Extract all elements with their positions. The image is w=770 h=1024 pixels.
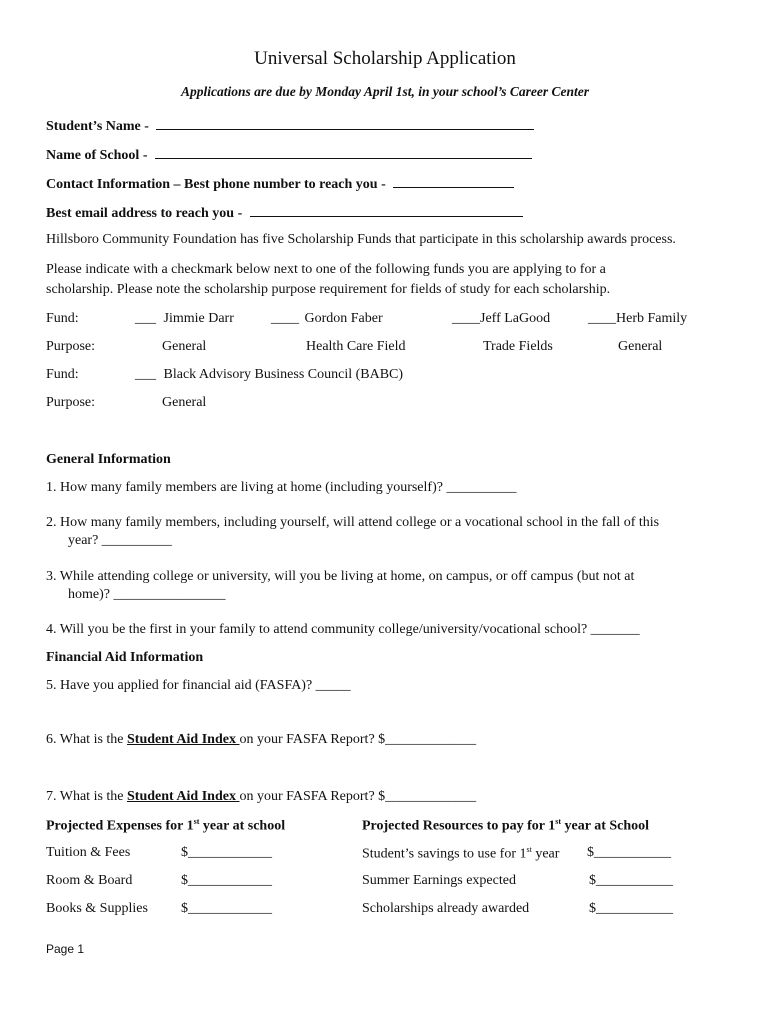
question-7[interactable] (46, 789, 476, 805)
question-2-line-2[interactable]: year? __________ (68, 533, 172, 548)
expense-label-room: Room & Board (46, 873, 133, 888)
resources-heading-text: Projected Resources to pay for 1 (362, 818, 556, 834)
question-3-line-2[interactable]: home)? ________________ (68, 587, 226, 602)
purpose-jeff-lagood: Trade Fields (483, 339, 553, 354)
financial-aid-heading: Financial Aid Information (46, 650, 204, 665)
resource-label-summer: Summer Earnings expected (362, 873, 516, 888)
email-field[interactable] (46, 202, 523, 222)
intro-paragraph-2b: scholarship. Please note the scholarship purpose requirement for fields of study for each scholarship. (46, 282, 611, 297)
fund-jimmie-darr[interactable] (135, 311, 234, 327)
purpose-gordon-faber: Health Care Field (306, 339, 406, 354)
fund-checkbox-blank[interactable]: ___ (135, 311, 156, 326)
general-info-heading: General Information (46, 452, 171, 467)
purpose-babc: General (162, 395, 207, 410)
expense-label-tuition: Tuition & Fees (46, 845, 131, 860)
question-2-line-1: 2. How many family members, including yourself, will attend college or a vocational school in the fall of this (46, 515, 660, 530)
resource-savings-sup: st (526, 845, 532, 854)
school-name-label: Name of School - (46, 148, 148, 163)
fund-name: Gordon Faber (304, 311, 383, 326)
fund-babc[interactable] (135, 367, 403, 383)
expenses-heading-text: Projected Expenses for 1 (46, 818, 194, 834)
question-7-prefix: 7. What is the (46, 789, 128, 804)
expense-blank-room[interactable]: $____________ (181, 873, 272, 888)
student-name-line[interactable] (156, 115, 534, 130)
resource-savings-text-end: year (531, 846, 560, 862)
student-aid-index-term: Student Aid Index (127, 732, 240, 747)
question-4[interactable]: 4. Will you be the first in your family to attend community college/university/vocational school? _______ (46, 622, 640, 637)
purpose-label: Purpose: (46, 395, 95, 410)
resources-heading-text-end: year at School (561, 818, 650, 834)
intro-paragraph-1: Hillsboro Community Foundation has five Scholarship Funds that participate in this scholarship awards process. (46, 232, 676, 247)
fund-jeff-lagood[interactable] (452, 311, 550, 327)
fund-checkbox-blank[interactable]: ____ (588, 311, 616, 326)
student-name-label: Student’s Name - (46, 119, 149, 134)
resource-blank-scholarships[interactable]: $___________ (589, 901, 673, 916)
expenses-heading-sup: st (193, 817, 200, 826)
student-name-field[interactable] (46, 115, 534, 135)
fund-gordon-faber[interactable] (271, 311, 383, 327)
page-title: Universal Scholarship Application (254, 48, 516, 69)
resource-blank-savings[interactable]: $___________ (587, 845, 671, 860)
school-name-field[interactable] (46, 144, 532, 164)
resources-heading-sup: st (555, 817, 562, 826)
resource-blank-summer[interactable]: $___________ (589, 873, 673, 888)
purpose-jimmie-darr: General (162, 339, 207, 354)
student-aid-index-term: Student Aid Index (127, 789, 240, 804)
fund-name: Jeff LaGood (480, 311, 551, 326)
school-name-line[interactable] (155, 144, 532, 159)
intro-paragraph-2a: Please indicate with a checkmark below next to one of the following funds you are applying to for a (46, 262, 606, 277)
resource-label-scholarships: Scholarships already awarded (362, 901, 530, 916)
page-number: Page 1 (46, 942, 85, 956)
question-5[interactable]: 5. Have you applied for financial aid (FASFA)? _____ (46, 678, 351, 693)
fund-checkbox-blank[interactable]: ____ (452, 311, 480, 326)
phone-field[interactable] (46, 173, 514, 193)
fund-label: Fund: (46, 311, 79, 326)
question-6-prefix: 6. What is the (46, 732, 128, 747)
expense-blank-tuition[interactable]: $____________ (181, 845, 272, 860)
fund-name: Herb Family (616, 311, 688, 326)
fund-checkbox-blank[interactable]: ____ (271, 311, 299, 326)
phone-line[interactable] (393, 173, 514, 188)
phone-label: Contact Information – Best phone number to reach you - (46, 177, 386, 192)
due-note: Applications are due by Monday April 1st, in your school’s Career Center (180, 84, 590, 99)
expenses-heading (46, 817, 285, 835)
resource-label-savings (362, 845, 559, 863)
question-3-line-1: 3. While attending college or university, will you be living at home, on campus, or off campus (but not at (46, 569, 635, 584)
purpose-herb-family: General (618, 339, 663, 354)
fund-name: Jimmie Darr (163, 311, 234, 326)
fund-herb-family[interactable] (588, 311, 687, 327)
purpose-label: Purpose: (46, 339, 95, 354)
expense-blank-books[interactable]: $____________ (181, 901, 272, 916)
expenses-heading-text-end: year at school (199, 818, 286, 834)
resource-savings-text: Student’s savings to use for 1 (362, 846, 527, 862)
fund-name: Black Advisory Business Council (BABC) (163, 367, 404, 382)
question-6[interactable] (46, 732, 476, 748)
expense-label-books: Books & Supplies (46, 901, 148, 916)
fund-checkbox-blank[interactable]: ___ (135, 367, 156, 382)
email-label: Best email address to reach you - (46, 206, 243, 221)
question-7-suffix: on your FASFA Report? $_____________ (239, 789, 477, 804)
fund-label: Fund: (46, 367, 79, 382)
question-6-suffix: on your FASFA Report? $_____________ (239, 732, 477, 747)
resources-heading (362, 817, 649, 835)
email-line[interactable] (250, 202, 523, 217)
question-1[interactable]: 1. How many family members are living at home (including yourself)? __________ (46, 480, 517, 495)
